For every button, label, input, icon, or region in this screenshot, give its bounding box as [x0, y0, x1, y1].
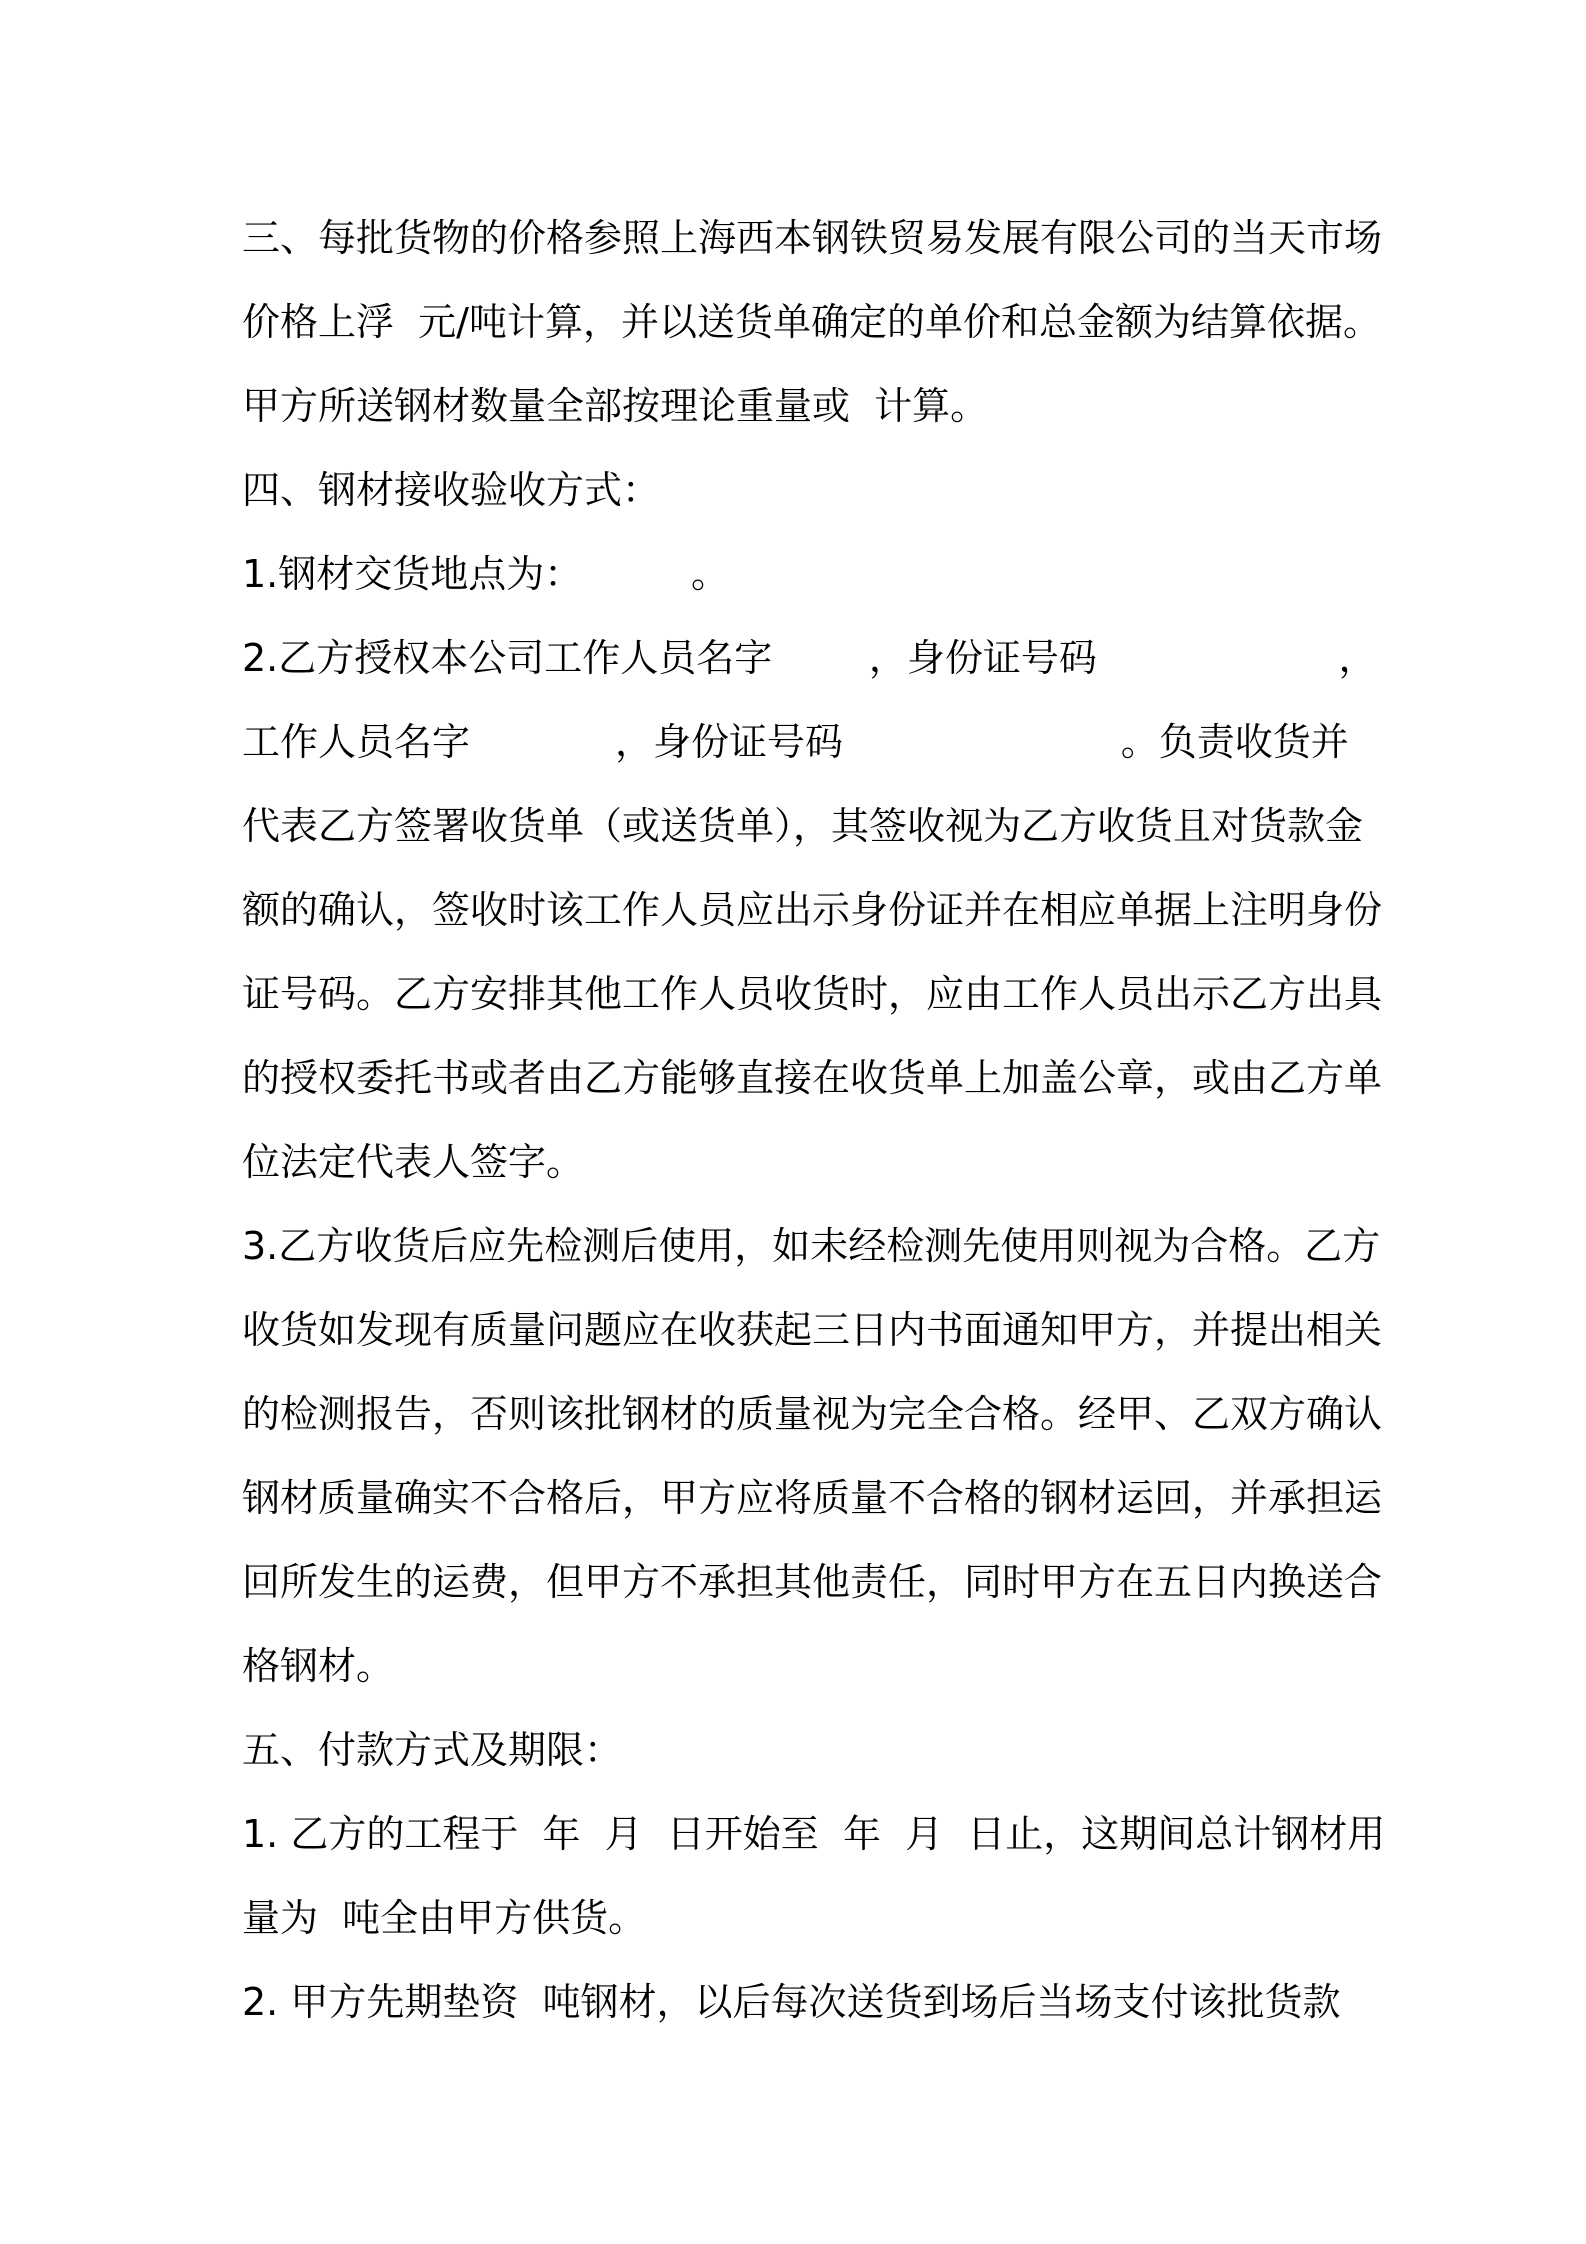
text-line: 的授权委托书或者由乙方能够直接在收货单上加盖公章，或由乙方单 [242, 1056, 1383, 1100]
text-line: 位法定代表人签字。 [242, 1140, 585, 1184]
text-line: 价格上浮 元/吨计算，并以送货单确定的单价和总金额为结算依据。 [242, 300, 1381, 344]
text-line: 量为 吨全由甲方供货。 [242, 1896, 647, 1940]
text-line: 回所发生的运费，但甲方不承担其他责任，同时甲方在五日内换送合 [242, 1560, 1383, 1604]
text-line: 1. 乙方的工程于 年 月 日开始至 年 月 日止，这期间总计钢材用 [242, 1812, 1386, 1856]
text-line: 钢材质量确实不合格后，甲方应将质量不合格的钢材运回，并承担运 [242, 1476, 1383, 1520]
text-line: 甲方所送钢材数量全部按理论重量或 计算。 [242, 384, 989, 428]
contract-body [242, 196, 1386, 2044]
text-line: 3.乙方收货后应先检测后使用，如未经检测先使用则视为合格。乙方 [242, 1224, 1381, 1268]
text-line: 三、每批货物的价格参照上海西本钢铁贸易发展有限公司的当天市场 [242, 216, 1383, 260]
text-line: 的检测报告，否则该批钢材的质量视为完全合格。经甲、乙双方确认 [242, 1392, 1383, 1436]
text-line: 2.乙方授权本公司工作人员名字 ，身份证号码 ， [242, 636, 1377, 680]
section-heading: 四、钢材接收验收方式： [242, 468, 661, 512]
text-line: 1.钢材交货地点为： 。 [242, 552, 729, 596]
section-heading: 五、付款方式及期限： [242, 1728, 623, 1772]
text-line: 收货如发现有质量问题应在收获起三日内书面通知甲方，并提出相关 [242, 1308, 1383, 1352]
text-line: 工作人员名字 ，身份证号码 。负责收货并 [242, 720, 1349, 764]
text-line: 格钢材。 [242, 1644, 395, 1688]
text-line: 代表乙方签署收货单（或送货单），其签收视为乙方收货且对货款金 [242, 804, 1364, 848]
text-line: 2. 甲方先期垫资 吨钢材，以后每次送货到场后当场支付该批货款 [242, 1980, 1341, 2024]
text-line: 证号码。乙方安排其他工作人员收货时，应由工作人员出示乙方出具 [242, 972, 1383, 1016]
text-line: 额的确认，签收时该工作人员应出示身份证并在相应单据上注明身份 [242, 888, 1383, 932]
